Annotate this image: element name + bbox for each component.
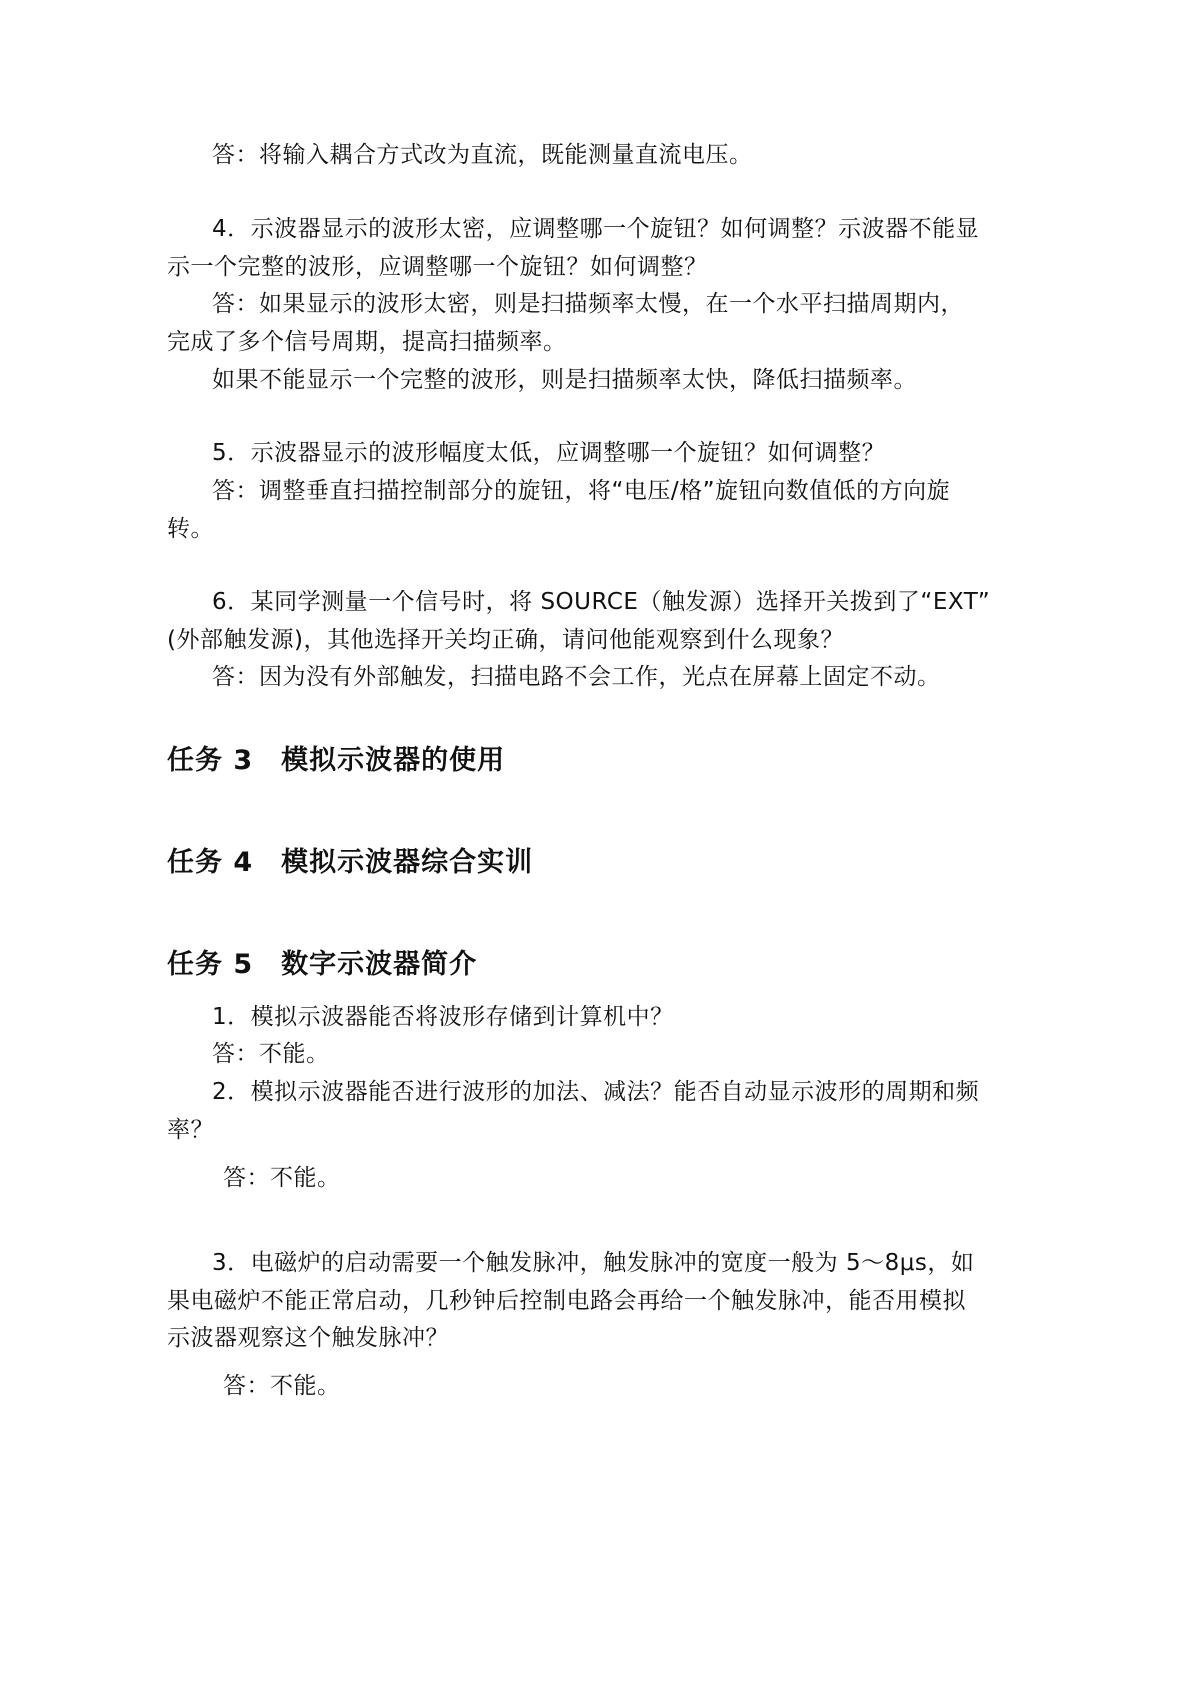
question-4-line-2: 示一个完整的波形，应调整哪一个旋钮？如何调整？ xyxy=(167,254,708,280)
task-5-question-3-line-2: 果电磁炉不能正常启动，几秒钟后控制电路会再给一个触发脉冲，能否用模拟 xyxy=(167,1288,966,1314)
task-5-question-2-line-1: 2．模拟示波器能否进行波形的加法、减法？能否自动显示波形的周期和频 xyxy=(212,1079,980,1105)
section-heading-task-4: 任务 4 模拟示波器综合实训 xyxy=(167,847,534,878)
task-5-question-1: 1．模拟示波器能否将波形存储到计算机中？ xyxy=(212,1004,674,1030)
task-5-answer-1: 答：不能。 xyxy=(212,1041,330,1067)
question-4-line-1: 4．示波器显示的波形太密，应调整哪一个旋钮？如何调整？示波器不能显 xyxy=(212,216,980,242)
section-heading-task-5: 任务 5 数字示波器简介 xyxy=(167,949,478,980)
task-5-question-3-line-3: 示波器观察这个触发脉冲？ xyxy=(167,1325,449,1351)
task-5-question-3-line-1: 3．电磁炉的启动需要一个触发脉冲，触发脉冲的宽度一般为 5～8μs，如 xyxy=(212,1250,975,1276)
question-5: 5．示波器显示的波形幅度太低，应调整哪一个旋钮？如何调整？ xyxy=(212,440,886,466)
task-5-answer-2: 答：不能。 xyxy=(223,1165,341,1191)
task-5-answer-3: 答：不能。 xyxy=(223,1373,341,1399)
section-heading-task-3: 任务 3 模拟示波器的使用 xyxy=(167,745,506,776)
answer-5-line-2: 转。 xyxy=(167,516,214,542)
answer-5-line-1: 答：调整垂直扫描控制部分的旋钮，将“电压/格”旋钮向数值低的方向旋 xyxy=(212,478,951,504)
answer-4-line-2: 完成了多个信号周期，提高扫描频率。 xyxy=(167,329,567,355)
task-5-question-2-line-2: 率？ xyxy=(167,1117,214,1143)
question-6-line-1: 6．某同学测量一个信号时，将 SOURCE（触发源）选择开关拨到了“EXT” xyxy=(212,589,991,615)
question-6-line-2: (外部触发源)，其他选择开关均正确，请问他能观察到什么现象？ xyxy=(167,627,844,653)
answer-4-line-3: 如果不能显示一个完整的波形，则是扫描频率太快，降低扫描频率。 xyxy=(212,367,917,393)
answer-6: 答：因为没有外部触发，扫描电路不会工作，光点在屏幕上固定不动。 xyxy=(212,664,941,690)
answer-4-line-1: 答：如果显示的波形太密，则是扫描频率太慢，在一个水平扫描周期内， xyxy=(212,291,964,317)
answer-text: 答：将输入耦合方式改为直流，既能测量直流电压。 xyxy=(212,142,753,168)
